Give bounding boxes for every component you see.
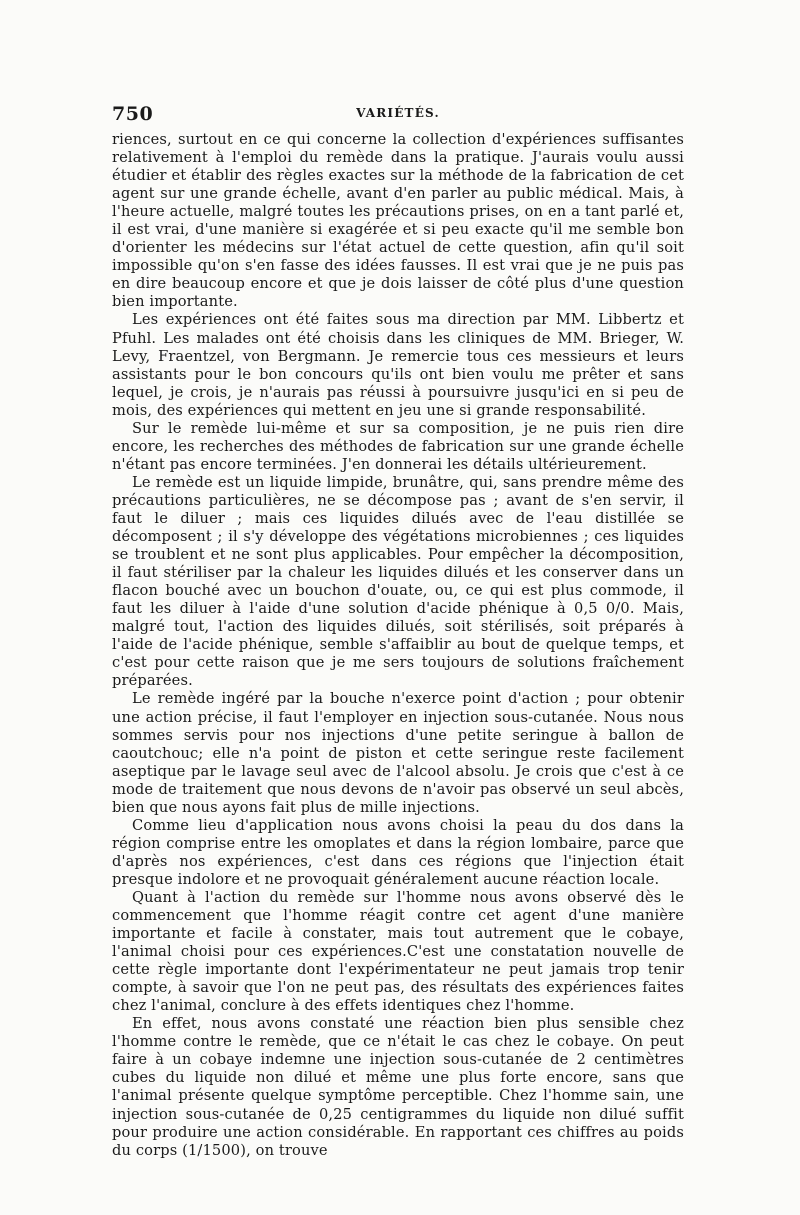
running-head: VARIÉTÉS.	[356, 106, 440, 120]
paragraph: Le remède est un liquide limpide, brunâtre, qui, sans prendre même des précautions particulières, ne se décompose pas ; avant de s'en servir, il faut le diluer ; mais ces liquides dilués avec de l'eau distillée se décomposent ; il s'y développe des végétations microbiennes ; ces liquides se troublent et ne sont plus applicables. Pour empêcher la décomposition, il faut stériliser par la chaleur les liquides dilués et les conserver dans un flacon bouché avec un bouchon d'ouate, ou, ce qui est plus commode, il faut les diluer à l'aide d'une solution d'acide phénique à 0,5 0/0. Mais, malgré tout, l'action des liquides dilués, soit stérilisés, soit préparés à l'aide de l'acide phénique, semble s'affaiblir au bout de quelque temps, et c'est pour cette raison que je me sers toujours de solutions fraîchement préparées.	[112, 473, 684, 690]
paragraph-continuation: riences, surtout en ce qui concerne la collection d'expériences suffisantes relativement à l'emploi du remède dans la pratique. J'aurais voulu aussi étudier et établir des règles exactes sur la méthode de la fabrication de cet agent sur une grande échelle, avant d'en parler au public médical. Mais, à l'heure actuelle, malgré toutes les précautions prises, on en a tant parlé et, il est vrai, d'une manière si exagérée et si peu exacte qu'il me semble bon d'orienter les médecins sur l'état actuel de cette question, afin qu'il soit impossible qu'on s'en fasse des idées fausses. Il est vrai que je ne puis pas en dire beaucoup encore et que je dois laisser de côté plus d'une question bien importante.	[112, 131, 684, 311]
paragraph: Sur le remède lui-même et sur sa composition, je ne puis rien dire encore, les recherches des méthodes de fabrication sur une grande échelle n'étant pas encore terminées. J'en donnerai les détails ultérieurement.	[112, 419, 684, 473]
body-text	[112, 131, 684, 1160]
paragraph: Le remède ingéré par la bouche n'exerce point d'action ; pour obtenir une action précise, il faut l'employer en injection sous-cutanée. Nous nous sommes servis pour nos injections d'une petite seringue à ballon de caoutchouc; elle n'a point de piston et cette seringue reste facilement aseptique par le lavage seul avec de l'alcool absolu. Je crois que c'est à ce mode de traitement que nous devons de n'avoir pas observé un seul abcès, bien que nous ayons fait plus de mille injections.	[112, 690, 684, 816]
paragraph: Quant à l'action du remède sur l'homme nous avons observé dès le commencement que l'homme réagit contre cet agent d'une manière importante et facile à constater, mais tout autrement que le cobaye, l'animal choisi pour ces expériences.C'est une constatation nouvelle de cette règle importante dont l'expérimentateur ne peut jamais trop tenir compte, à savoir que l'on ne peut pas, des résultats des expériences faites chez l'animal, conclure à des effets identiques chez l'homme.	[112, 888, 684, 1015]
page-header	[112, 103, 684, 127]
document-page	[112, 103, 684, 1160]
paragraph: Comme lieu d'application nous avons choisi la peau du dos dans la région comprise entre les omoplates et dans la région lombaire, parce que d'après nos expériences, c'est dans ces régions que l'injection était presque indolore et ne provoquait généralement aucune réaction locale.	[112, 816, 684, 888]
paragraph: En effet, nous avons constaté une réaction bien plus sensible chez l'homme contre le remède, que ce n'était le cas chez le cobaye. On peut faire à un cobaye indemne une injection sous-cutanée de 2 centimètres cubes du liquide non dilué et même une plus forte encore, sans que l'animal présente quelque symptôme perceptible. Chez l'homme sain, une injection sous-cutanée de 0,25 centigrammes du liquide non dilué suffit pour produire une action considérable. En rapportant ces chiffres au poids du corps (1/1500), on trouve	[112, 1015, 684, 1159]
paragraph: Les expériences ont été faites sous ma direction par MM. Libbertz et Pfuhl. Les malades ont été choisis dans les cliniques de MM. Brieger, W. Levy, Fraentzel, von Bergmann. Je remercie tous ces messieurs et leurs assistants pour le bon concours qu'ils ont bien voulu me prêter et sans lequel, je crois, je n'aurais pas réussi à poursuivre jusqu'ici en si peu de mois, des expériences qui mettent en jeu une si grande responsabilité.	[112, 311, 684, 419]
page-number: 750	[112, 103, 154, 125]
